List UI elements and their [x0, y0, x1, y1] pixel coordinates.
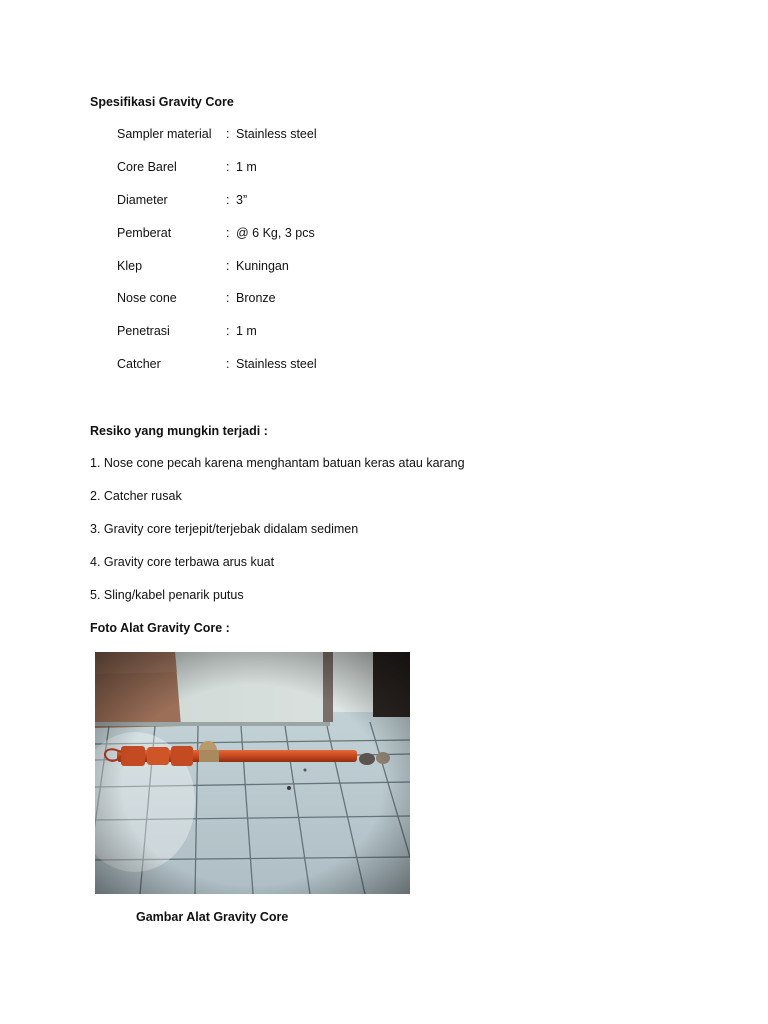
spec-colon: :: [226, 324, 230, 338]
spec-colon: :: [226, 357, 230, 371]
spec-colon: :: [226, 160, 230, 174]
risk-heading: Resiko yang mungkin terjadi :: [90, 424, 268, 438]
spec-value: 1 m: [236, 160, 257, 174]
spec-label: Sampler material: [117, 127, 212, 141]
spec-label: Core Barel: [117, 160, 177, 174]
photo-heading: Foto Alat Gravity Core :: [90, 621, 230, 635]
spec-label: Pemberat: [117, 226, 172, 240]
risk-item: 1. Nose cone pecah karena menghantam batuan keras atau karang: [90, 456, 465, 470]
spec-colon: :: [226, 193, 230, 207]
gravity-core-photo: [95, 652, 410, 894]
spec-colon: :: [226, 259, 230, 273]
risk-item: 5. Sling/kabel penarik putus: [90, 588, 244, 602]
photo-caption: Gambar Alat Gravity Core: [136, 910, 289, 924]
risk-item: 4. Gravity core terbawa arus kuat: [90, 555, 275, 569]
spec-heading: Spesifikasi Gravity Core: [90, 95, 234, 109]
spec-label: Catcher: [117, 357, 161, 371]
spec-label: Nose cone: [117, 291, 177, 305]
spec-colon: :: [226, 291, 230, 305]
spec-label: Penetrasi: [117, 324, 170, 338]
spec-value: 1 m: [236, 324, 257, 338]
spec-label: Diameter: [117, 193, 168, 207]
spec-colon: :: [226, 226, 230, 240]
spec-value: Stainless steel: [236, 127, 317, 141]
spec-value: Stainless steel: [236, 357, 317, 371]
spec-value: 3”: [236, 193, 248, 207]
risk-item: 3. Gravity core terjepit/terjebak didalam sedimen: [90, 522, 359, 536]
spec-colon: :: [226, 127, 230, 141]
spec-value: Bronze: [236, 291, 276, 305]
risk-item: 2. Catcher rusak: [90, 489, 182, 503]
spec-value: @ 6 Kg, 3 pcs: [236, 226, 315, 240]
spec-label: Klep: [117, 259, 143, 273]
spec-value: Kuningan: [236, 259, 289, 273]
